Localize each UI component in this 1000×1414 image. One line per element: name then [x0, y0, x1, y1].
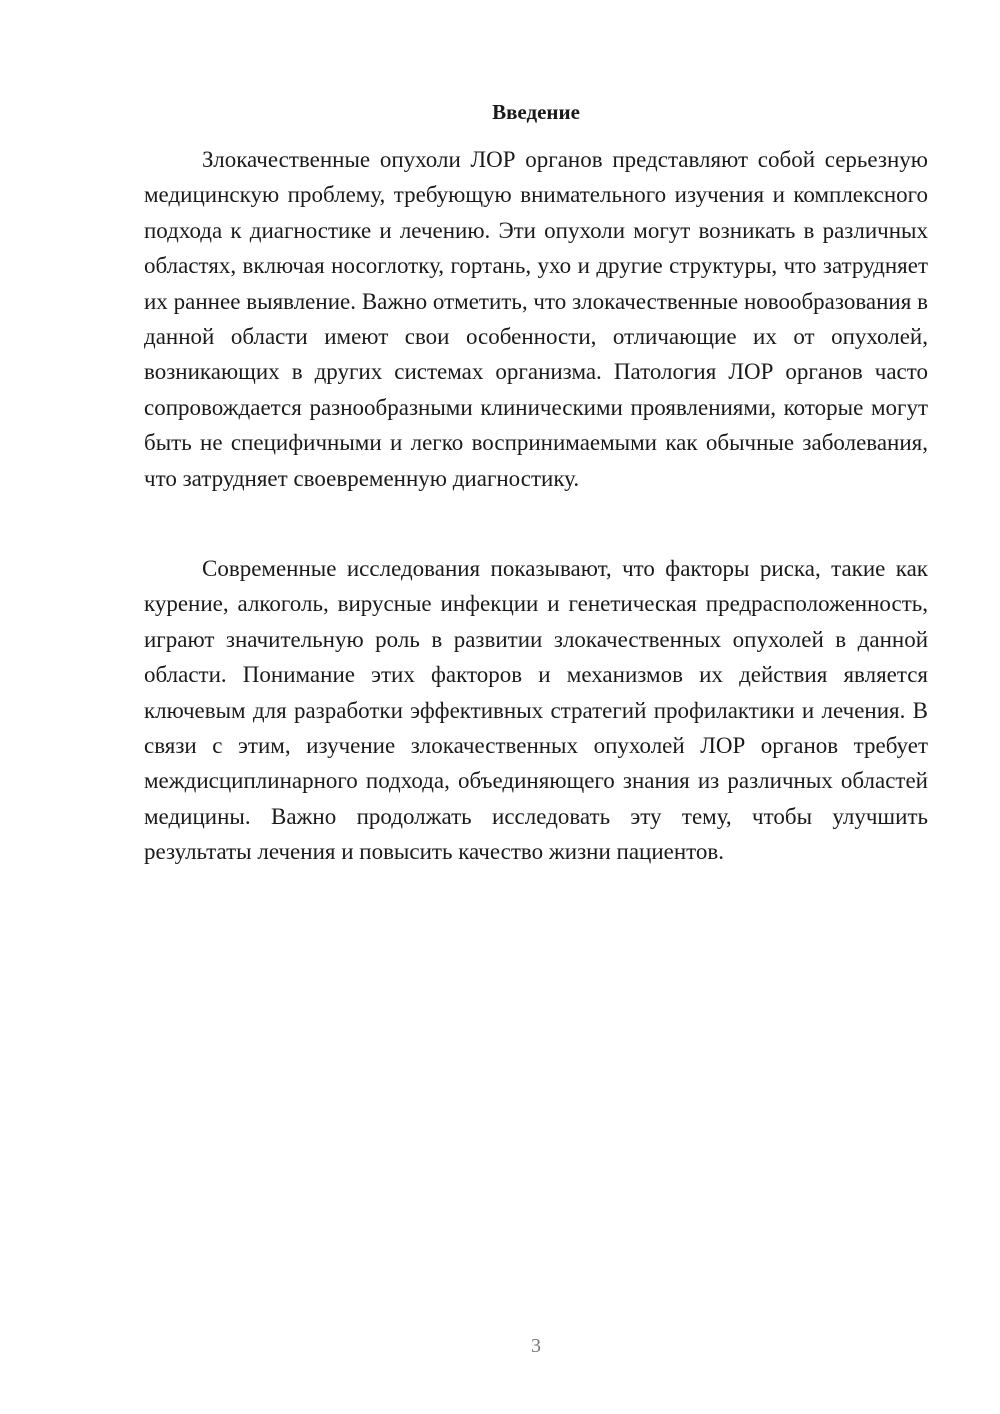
page-number: 3	[531, 1335, 541, 1357]
paragraph-2: Современные исследования показывают, что факторы риска, такие как курение, алкоголь, вирусные инфекции и генетическая предрасположенность, играют значительную роль в развитии злокачественных опухолей в данной области. Понимание этих факторов и механизмов их действия является ключевым для разработки эффективных стратегий профилактики и лечения. В связи с этим, изучение злокачественных опухолей ЛОР органов требует междисциплинарного подхода, объединяющего знания из различных областей медицины. Важно продолжать исследовать эту тему, чтобы улучшить результаты лечения и повысить качество жизни пациентов.	[144, 556, 928, 865]
paragraph-block-1	[144, 142, 928, 496]
paragraph-1: Злокачественные опухоли ЛОР органов представляют собой серьезную медицинскую проблему, требующую внимательного изучения и комплексного подхода к диагностике и лечению. Эти опухоли могут возникать в различных областях, включая носоглотку, гортань, ухо и другие структуры, что затрудняет их раннее выявление. Важно отметить, что злокачественные новообразования в данной области имеют свои особенности, отличающие их от опухолей, возникающих в других системах организма. Патология ЛОР органов часто сопровождается разнообразными клиническими проявлениями, которые могут быть не специфичными и легко воспринимаемыми как обычные заболевания, что затрудняет своевременную диагностику.	[144, 147, 928, 491]
paragraph-block-2	[144, 551, 928, 870]
section-title: Введение	[492, 100, 580, 124]
